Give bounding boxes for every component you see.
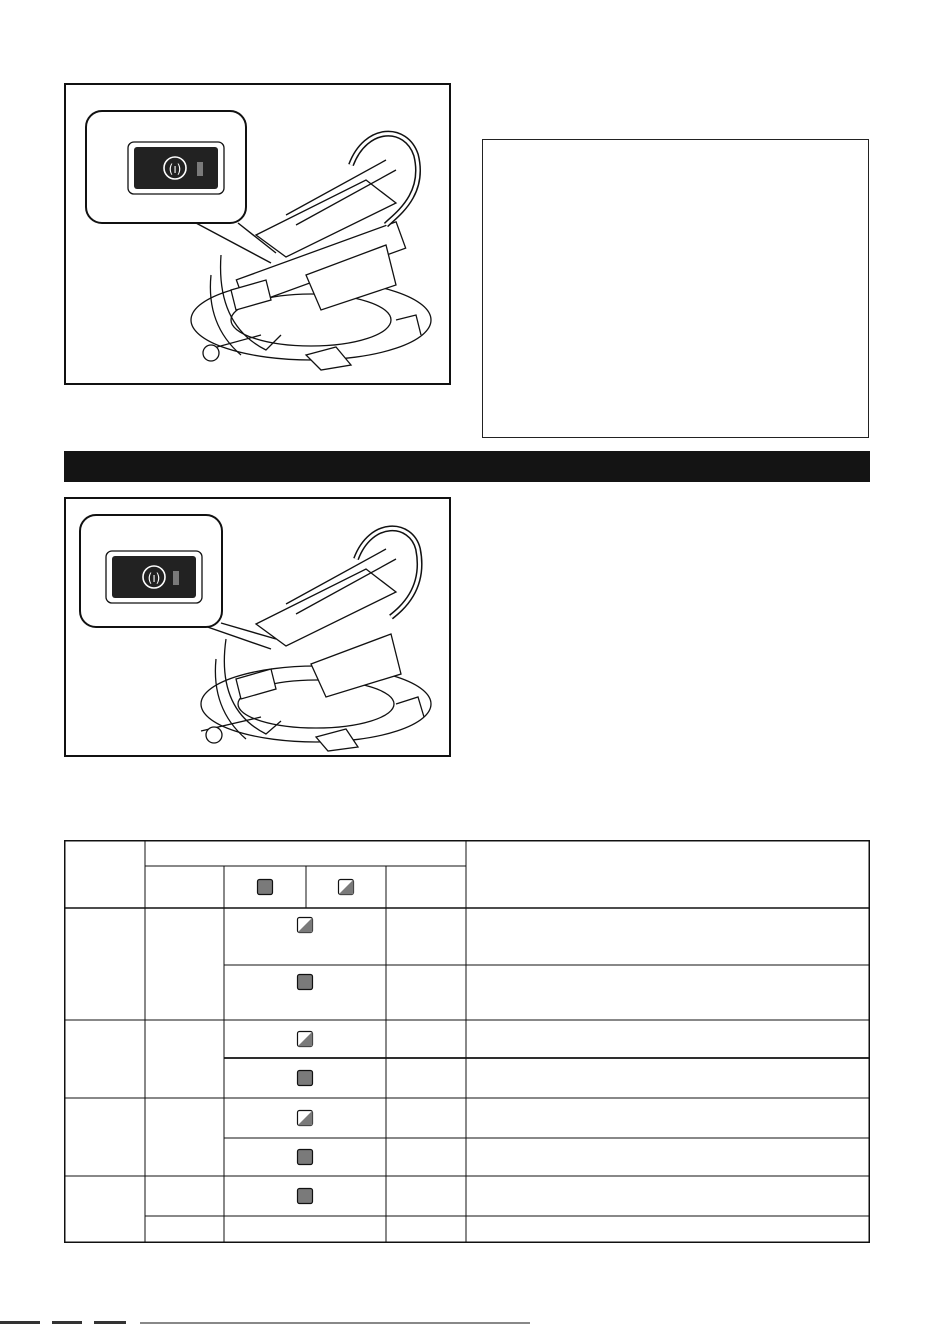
page-footer-edge (0, 1314, 933, 1324)
wireless-panel (106, 551, 202, 603)
lit-square-icon (258, 880, 273, 895)
lit-square-icon (298, 1189, 313, 1204)
half-lit-square-icon (298, 918, 313, 933)
half-lit-square-icon (298, 1032, 313, 1047)
figure-wireless-lamp (64, 497, 451, 757)
svg-text:(ı): (ı) (147, 571, 161, 585)
miter-saw-illustration-1 (66, 85, 449, 383)
wireless-lamp-icon (197, 162, 203, 176)
lit-square-icon (298, 975, 313, 990)
wireless-panel (128, 142, 224, 194)
figure-wireless-button-and-lamp (64, 83, 451, 385)
table-border (65, 841, 870, 1243)
miter-saw-illustration-2 (66, 499, 449, 755)
wireless-lamp-status-table (64, 840, 870, 1243)
lit-square-icon (298, 1150, 313, 1165)
svg-text:(ı): (ı) (168, 162, 182, 176)
miter-saw-drawing (201, 528, 431, 751)
note-box (482, 139, 869, 438)
half-lit-square-icon (339, 880, 354, 895)
section-heading-bar (64, 451, 870, 482)
half-lit-square-icon (298, 1111, 313, 1126)
wireless-lamp-icon (173, 571, 179, 585)
lit-square-icon (298, 1071, 313, 1086)
table-grid (64, 840, 870, 1243)
